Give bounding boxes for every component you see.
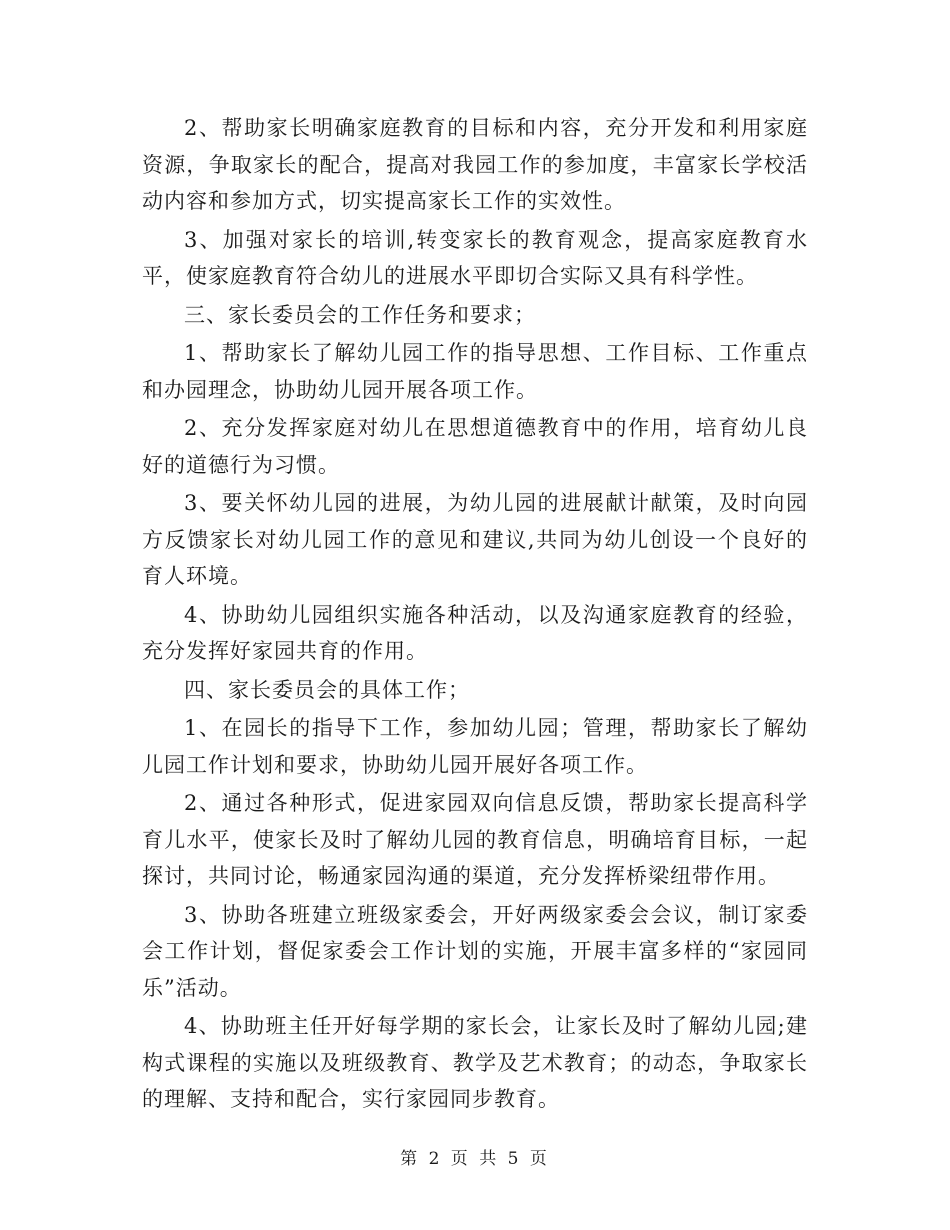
paragraph-work-3: 3、协助各班建立班级家委会，开好两级家委会会议，制订家委会工作计划，督促家委会工作计划的实施，开展丰富多样的“家园同乐”活动。 (142, 902, 808, 1000)
paragraph-task-2: 2、充分发挥家庭对幼儿在思想道德教育中的作用，培育幼儿良好的道德行为习惯。 (142, 416, 808, 477)
paragraph-2-family-education-goals: 2、帮助家长明确家庭教育的目标和内容，充分开发和利用家庭资源，争取家长的配合，提高对我园工作的参加度，丰富家长学校活动内容和参加方式，切实提高家长工作的实效性。 (142, 116, 808, 213)
paragraph-task-4: 4、协助幼儿园组织实施各种活动，以及沟通家庭教育的经验，充分发挥好家园共育的作用。 (142, 602, 808, 663)
paragraph-work-2: 2、通过各种形式，促进家园双向信息反馈，帮助家长提高科学育儿水平，使家长及时了解幼儿园的教育信息，明确培育目标，一起探讨，共同讨论，畅通家园沟通的渠道，充分发挥桥梁纽带作用。 (142, 791, 808, 888)
paragraph-work-4: 4、协助班主任开好每学期的家长会，让家长及时了解幼儿园;建构式课程的实施以及班级教育、教学及艺术教育；的动态，争取家长的理解、支持和配合，实行家园同步教育。 (142, 1014, 808, 1111)
document-body (142, 110, 808, 1120)
paragraph-3-parent-training: 3、加强对家长的培训,转变家长的教育观念，提高家庭教育水平，使家庭教育符合幼儿的进展水平即切合实际又具有科学性。 (142, 227, 808, 288)
paragraph-task-3: 3、要关怀幼儿园的进展，为幼儿园的进展献计献策，及时向园方反馈家长对幼儿园工作的意见和建议,共同为幼儿创设一个良好的育人环境。 (142, 491, 808, 588)
paragraph-task-1: 1、帮助家长了解幼儿园工作的指导思想、工作目标、工作重点和办园理念，协助幼儿园开展各项工作。 (142, 341, 808, 402)
paragraph-work-1: 1、在园长的指导下工作，参加幼儿园；管理，帮助家长了解幼儿园工作计划和要求，协助幼儿园开展好各项工作。 (142, 716, 808, 777)
section-heading-4: 四、家长委员会的具体工作； (184, 677, 470, 702)
page-number-footer: 第 2 页 共 5 页 (400, 1149, 550, 1169)
section-heading-3: 三、家长委员会的工作任务和要求； (184, 302, 536, 327)
